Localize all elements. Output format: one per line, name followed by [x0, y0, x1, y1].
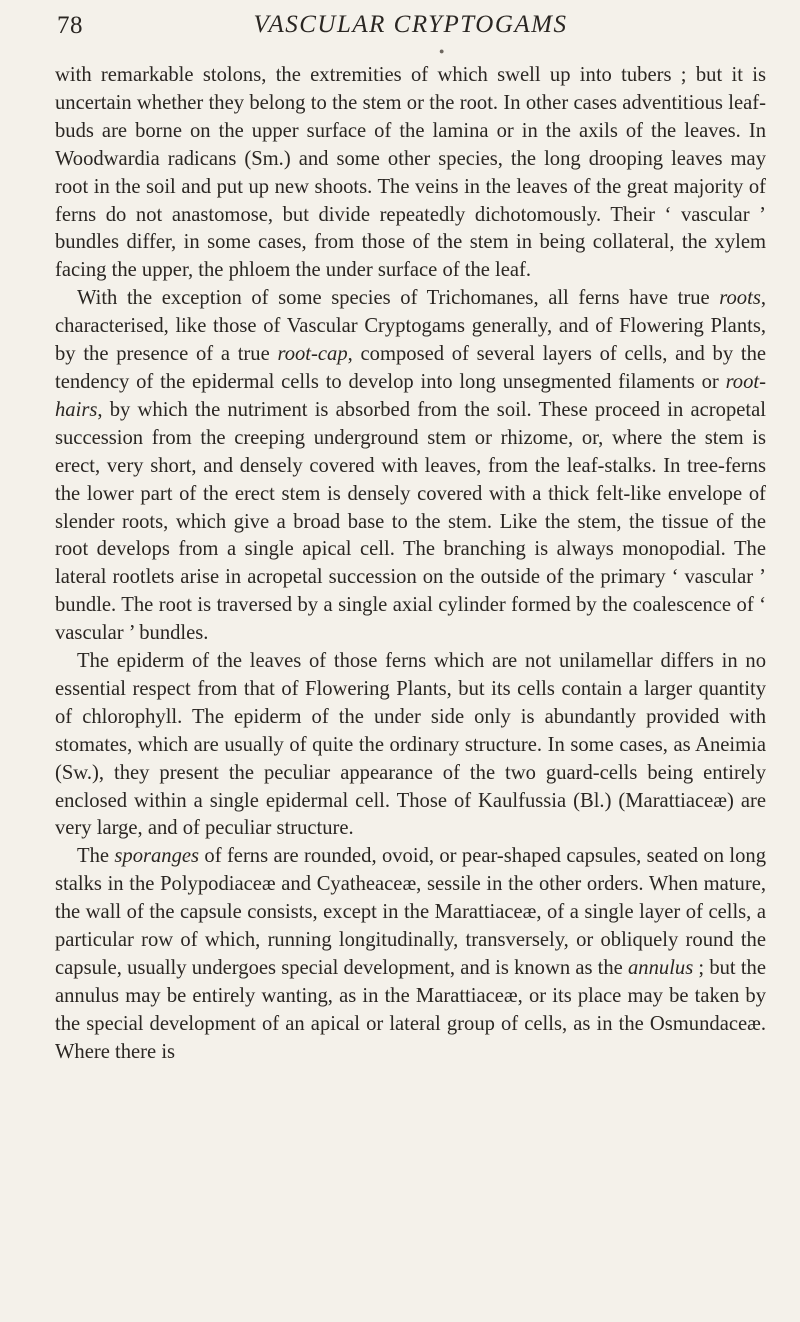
italic-term: roots [719, 287, 761, 310]
printer-mark: ● [439, 46, 445, 56]
text-run: with remarkable stolons, the extremities of which swell up into tubers ; but it is uncertain whether they belong to the stem or the root. In other cases adventitious leaf-buds are borne on the upper surface of the lamina or in the axils of the leaves. In Woodwardia radicans (Sm.) and some other species, the long drooping leaves may root in the soil and put up new shoots. The veins in the leaves of the great majority of ferns do not anastomose, but divide repeatedly dichotomously. Their ‘ vascular ’ bundles differ, in some cases, from those of the stem in being collateral, the xylem facing the upper, the phloem the under surface of the leaf. [55, 64, 766, 282]
text-run: The epiderm of the leaves of those ferns which are not unilamellar differs in no essential respect from that of Flowering Plants, but its cells contain a larger quantity of chlorophyll. The epiderm of the under side only is abundantly provided with stomates, which are usually of quite the ordinary structure. In some cases, as Aneimia (Sw.), they present the peculiar appearance of the two guard-cells being entirely enclosed within a single epidermal cell. Those of Kaulfussia (Bl.) (Marattiaceæ) are very large, and of peculiar structure. [55, 650, 766, 840]
page-number: 78 [57, 12, 83, 39]
paragraph [55, 843, 766, 1066]
text-run: , characterised, like those of Vascular Cryptogams generally, and of Flowering Plants, by the presence of a true [55, 287, 766, 366]
text-run: , by which the nutriment is absorbed from the soil. These proceed in acropetal succession from the creeping underground stem or rhizome, or, where the stem is erect, very short, and densely covered with leaves, from the leaf-stalks. In tree-ferns the lower part of the erect stem is densely covered with a thick felt-like envelope of slender roots, which give a broad base to the stem. Like the stem, the tissue of the root develops from a single apical cell. The branching is always monopodial. The lateral rootlets arise in acropetal succession on the outside of the primary ‘ vascular ’ bundle. The root is traversed by a single axial cylinder formed by the coalescence of ‘ vascular ’ bundles. [55, 398, 766, 645]
paragraph [55, 285, 766, 648]
italic-term: sporanges [114, 845, 200, 868]
paragraph [55, 62, 766, 285]
text-run: ; but the annulus may be entirely wanting, as in the Marattiaceæ, or its place may be taken by the special development of an apical or lateral group of cells, as in the Osmundaceæ. Where there is [55, 957, 766, 1063]
text-run: The [77, 845, 115, 868]
italic-term: annulus [628, 957, 694, 979]
text-run: , composed of several layers of cells, and by the tendency of the epidermal cells to develop into long unsegmented filaments or [55, 343, 767, 393]
paragraph [55, 648, 766, 843]
running-head [55, 0, 766, 56]
text-run: of ferns are rounded, ovoid, or pear-shaped capsules, seated on long stalks in the Polypodiaceæ and Cyatheaceæ, sessile in the other orders. When mature, the wall of the capsule consists, except in the Marattiaceæ, of a single layer of cells, a particular row of which, running longitudinally, transversely, or obliquely round the capsule, usually undergoes special development, and is known as the [55, 845, 766, 979]
italic-term: root-cap [277, 343, 348, 366]
italic-term: root-hairs [55, 370, 766, 421]
body-text [55, 62, 766, 1067]
text-run: With the exception of some species of Trichomanes, all ferns have true [77, 287, 720, 310]
running-title: VASCULAR CRYPTOGAMS [253, 11, 568, 38]
